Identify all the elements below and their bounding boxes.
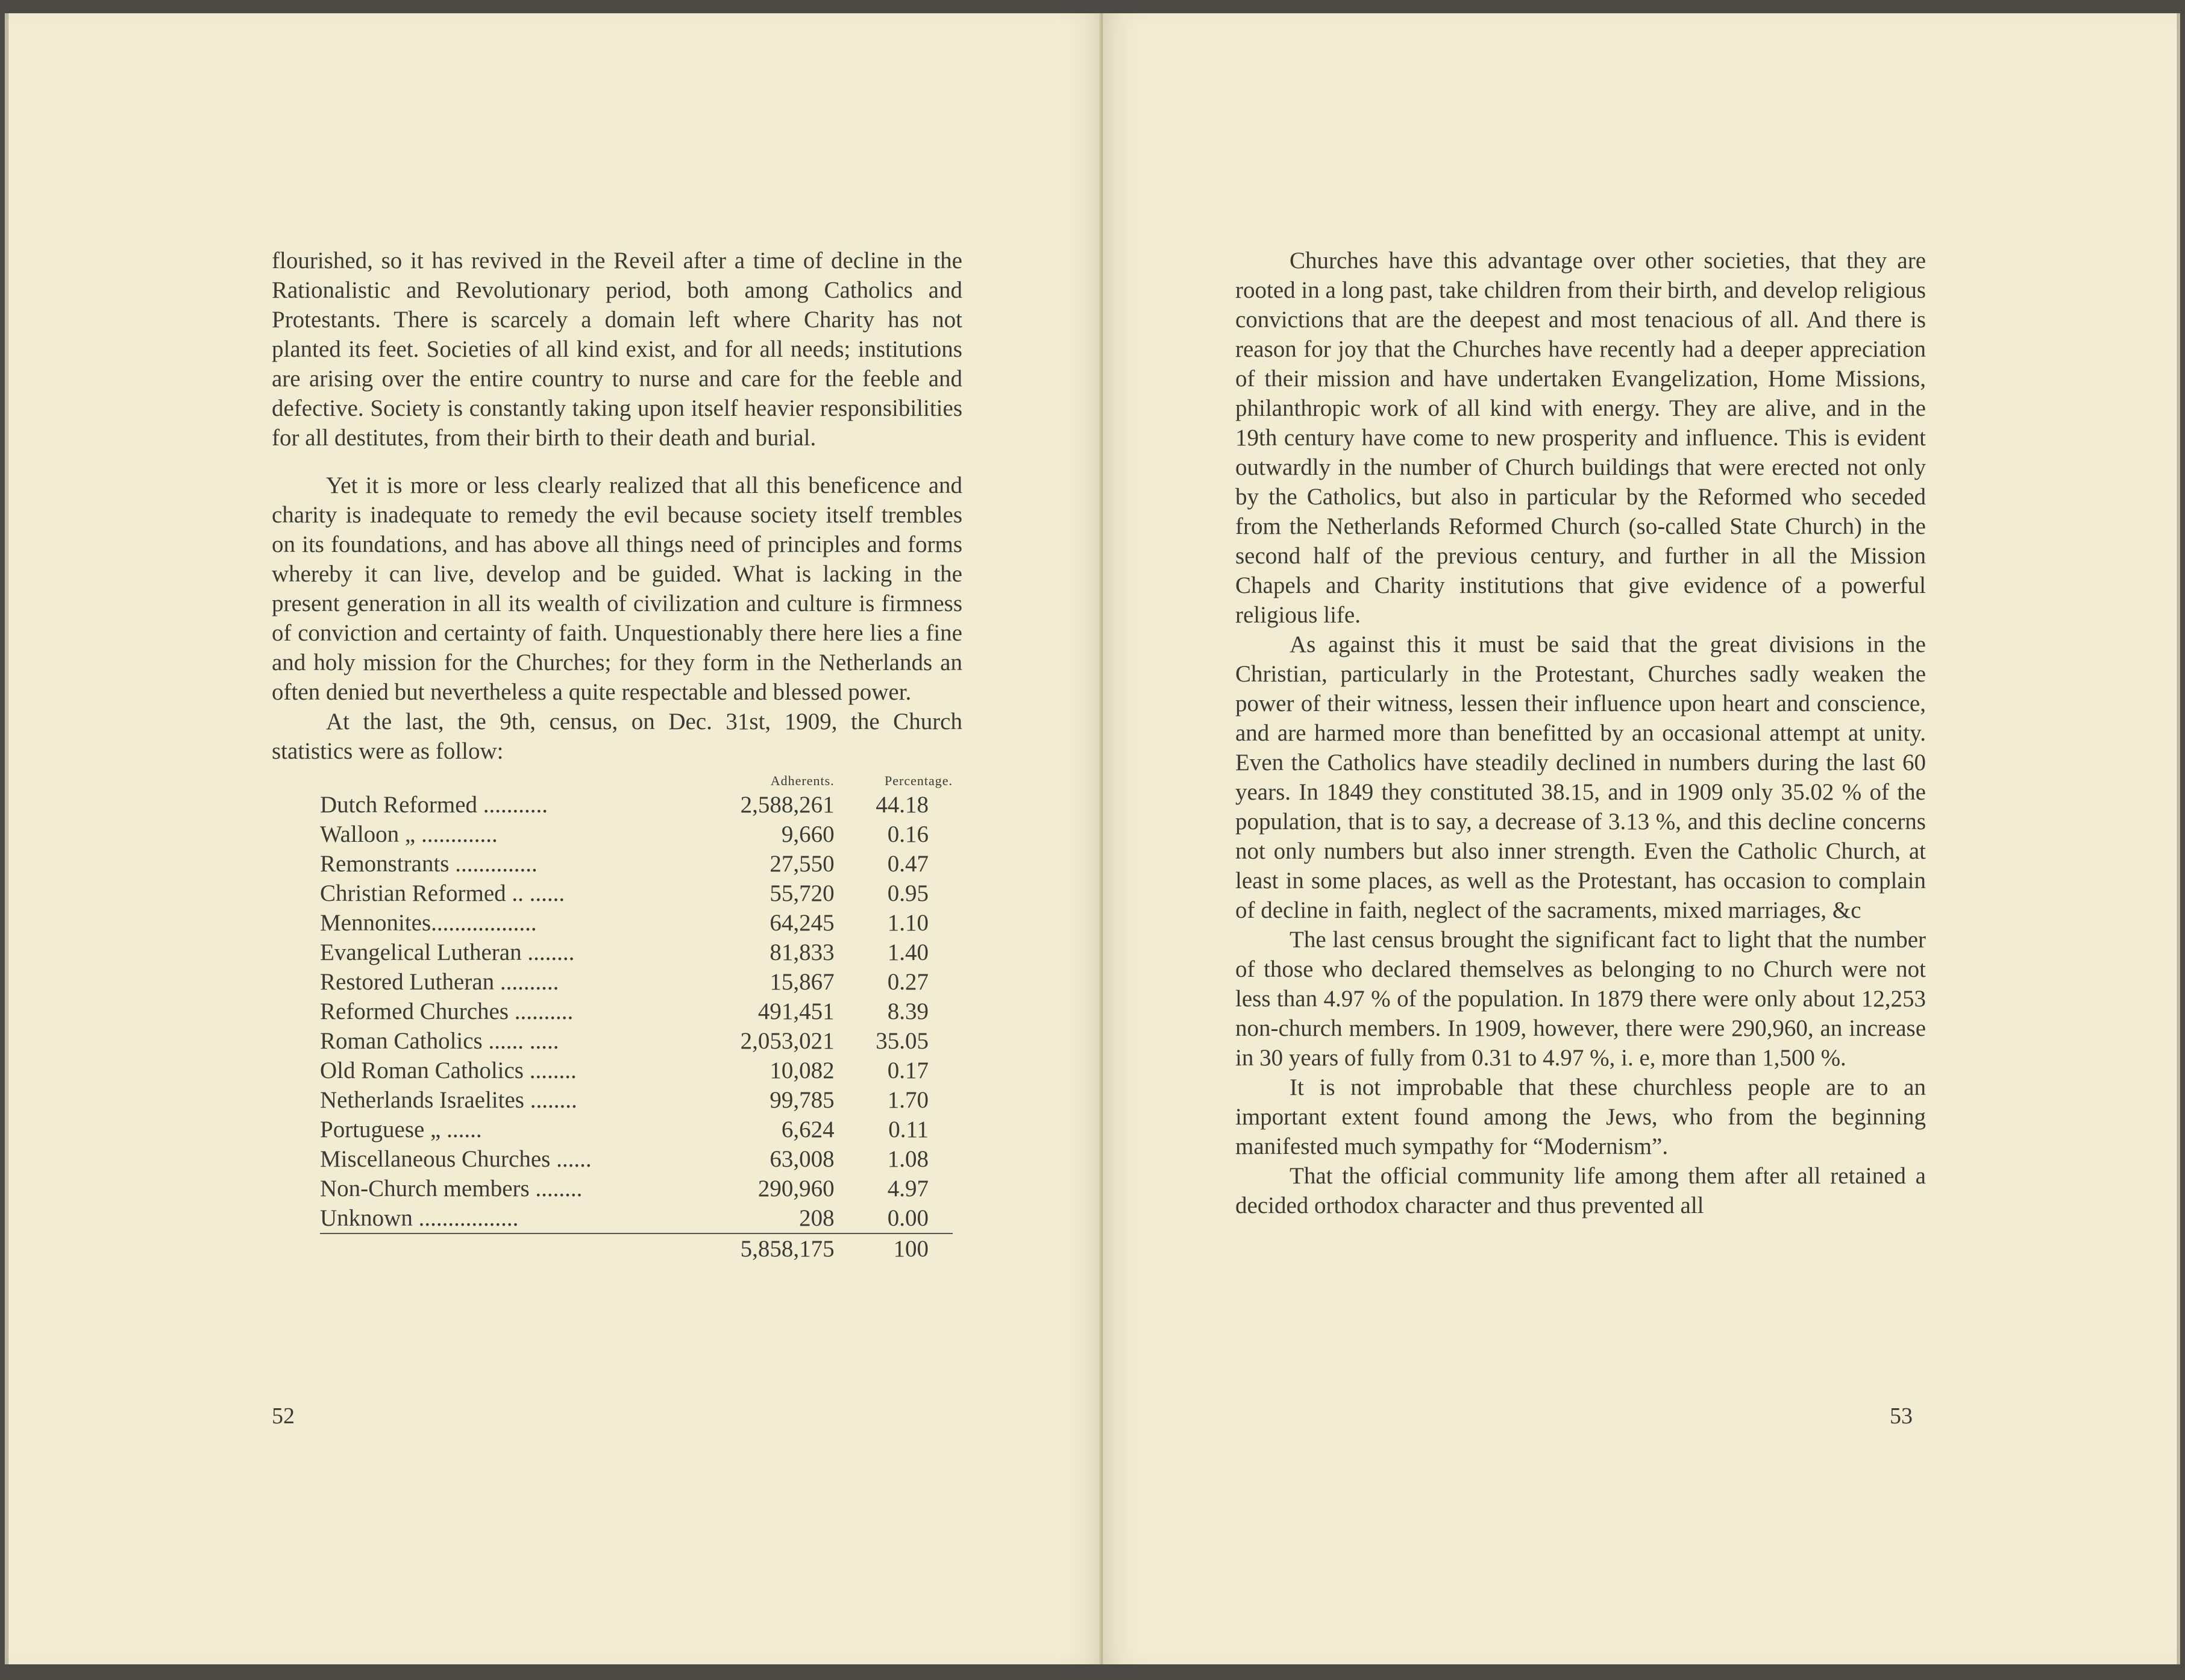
row-name: Restored Lutheran ..........	[320, 969, 559, 995]
row-percentage: 0.17	[887, 1058, 929, 1083]
left-paragraph-1: flourished, so it has revived in the Reveil after a time of decline in the Rationalistic and Revolutionary period, both among Catholics and Protestants. There is scarcely a domain left where Charity has not planted its feet. Societies of all kind exist, and for all needs; institutions are arising over the entire country to nurse and care for the feeble and defective. Society is constantly taking upon itself heavier responsibilities for all destitutes, from their birth to their death and burial.	[272, 248, 962, 451]
table-row	[320, 1203, 953, 1233]
row-percentage: 1.10	[887, 910, 929, 936]
table-row	[320, 790, 953, 820]
row-percentage: 44.18	[876, 792, 929, 818]
row-percentage: 0.11	[888, 1117, 929, 1142]
table-row	[320, 938, 953, 967]
table-row	[320, 908, 953, 938]
row-adherents: 99,785	[770, 1087, 835, 1113]
row-adherents: 10,082	[770, 1058, 835, 1083]
row-name: Mennonites..................	[320, 910, 537, 936]
table-row	[320, 1085, 953, 1115]
row-name: Dutch Reformed ...........	[320, 792, 548, 818]
row-name: Roman Catholics ...... .....	[320, 1028, 559, 1054]
row-name: Christian Reformed .. ......	[320, 880, 565, 906]
row-adherents: 2,053,021	[740, 1028, 835, 1054]
table-row	[320, 1115, 953, 1144]
table-row	[320, 820, 953, 849]
left-paragraph-2: Yet it is more or less clearly realized that all this beneficence and charity is inadequate to remedy the evil because society itself trembles on its foundations, and has above all things need of principles and forms whereby it can live, develop and be guided. What is lacking in the present generation in all its wealth of civilization and culture is firmness of conviction and certainty of faith. Unquestionably there here lies a fine and holy mission for the Churches; for they form in the Netherlands an often denied but nevertheless a quite respectable and blessed power.	[272, 472, 962, 705]
right-page-edge	[2177, 13, 2180, 1664]
row-adherents: 15,867	[770, 969, 835, 995]
row-name: Non-Church members ........	[320, 1176, 583, 1202]
row-percentage: 0.47	[887, 851, 929, 877]
right-paragraph-1: Churches have this advantage over other societies, that they are rooted in a long past, take children from their birth, and develop religious convictions that are the deepest and most tenacious of all. And there is reason for joy that the Churches have recently had a deeper appreciation of their mission and have undertaken Evangelization, Home Missions, philanthropic work of all kind with energy. They are alive, and in the 19th century have come to new prosperity and influence. This is evident outwardly in the number of Church buildings that were erected not only by the Catholics, but also in particular by the Reformed who seceded from the Netherlands Reformed Church (so-called State Church) in the second half of the previous century, and further in all the Mission Chapels and Charity institutions that give evidence of a powerful religious life.	[1235, 248, 1926, 628]
table-row	[320, 879, 953, 908]
table-total-row	[320, 1233, 953, 1264]
row-name: Miscellaneous Churches ......	[320, 1146, 592, 1172]
header-percentage: Percentage.	[885, 773, 953, 788]
table-row	[320, 997, 953, 1026]
left-text-column	[272, 246, 962, 1264]
total-adherents: 5,858,175	[702, 1233, 853, 1264]
row-name: Remonstrants ..............	[320, 851, 538, 877]
row-percentage: 35.05	[876, 1028, 929, 1054]
row-name: Portuguese „ ......	[320, 1117, 482, 1142]
row-percentage: 0.95	[887, 880, 929, 906]
row-name: Netherlands Israelites ........	[320, 1087, 577, 1113]
row-percentage: 0.00	[887, 1205, 929, 1231]
right-paragraph-3: The last census brought the significant fact to light that the number of those who declared themselves as belonging to no Church were not less than 4.97 % of the population. In 1879 there were only about 12,253 non-church members. In 1909, however, there were 290,960, an increase in 30 years of fully from 0.31 to 4.97 %, i. e, more than 1,500 %.	[1235, 927, 1926, 1071]
row-adherents: 64,245	[770, 910, 835, 936]
table-row	[320, 1174, 953, 1203]
row-percentage: 0.27	[887, 969, 929, 995]
row-percentage: 1.70	[887, 1087, 929, 1113]
church-statistics-table	[320, 772, 953, 1264]
left-page	[8, 13, 1103, 1664]
right-page	[1103, 13, 2177, 1664]
row-name: Walloon „ .............	[320, 821, 498, 847]
row-adherents: 63,008	[770, 1146, 835, 1172]
row-adherents: 81,833	[770, 939, 835, 965]
row-name: Unknown .................	[320, 1205, 519, 1231]
row-percentage: 4.97	[887, 1176, 929, 1202]
table-row	[320, 1026, 953, 1056]
row-percentage: 8.39	[887, 998, 929, 1024]
page-number-left: 52	[272, 1403, 295, 1429]
left-paragraph-3: At the last, the 9th, census, on Dec. 31st, 1909, the Church statistics were as follow:	[272, 709, 962, 764]
table-row	[320, 967, 953, 997]
page-number-right: 53	[1890, 1403, 1913, 1429]
table-row	[320, 849, 953, 879]
right-paragraph-2: As against this it must be said that the great divisions in the Christian, particularly in the Protestant, Churches sadly weaken the power of their witness, lessen their influence upon heart and conscience, and are harmed more than benefitted by an occasional attempt at unity. Even the Catholics have steadily declined in numbers during the last 60 years. In 1849 they constituted 38.15, and in 1909 only 35.02 % of the population, that is to say, a decrease of 3.13 %, and this decline concerns not only numbers but also inner strength. Even the Catholic Church, at least in some places, as well as the Protestant, has occasion to complain of decline in faith, neglect of the sacraments, mixed marriages, &c	[1235, 632, 1926, 923]
right-paragraph-4: It is not improbable that these churchless people are to an important extent found among the Jews, who from the beginning manifested much sympathy for “Modernism”.	[1235, 1074, 1926, 1159]
header-adherents: Adherents.	[770, 773, 835, 788]
row-adherents: 6,624	[781, 1117, 835, 1142]
row-percentage: 1.08	[887, 1146, 929, 1172]
row-adherents: 9,660	[781, 821, 835, 847]
row-name: Old Roman Catholics ........	[320, 1058, 577, 1083]
total-percentage: 100	[853, 1233, 953, 1264]
table-row	[320, 1144, 953, 1174]
row-percentage: 0.16	[887, 821, 929, 847]
row-percentage: 1.40	[887, 939, 929, 965]
row-adherents: 55,720	[770, 880, 835, 906]
row-name: Evangelical Lutheran ........	[320, 939, 575, 965]
right-paragraph-5: That the official community life among them after all retained a decided orthodox character and thus prevented all	[1235, 1163, 1926, 1218]
row-adherents: 491,451	[757, 998, 835, 1024]
row-adherents: 27,550	[770, 851, 835, 877]
row-name: Reformed Churches ..........	[320, 998, 574, 1024]
row-adherents: 208	[799, 1205, 835, 1231]
table-row	[320, 1056, 953, 1085]
right-text-column	[1235, 246, 1926, 1220]
row-adherents: 290,960	[757, 1176, 835, 1202]
row-adherents: 2,588,261	[740, 792, 835, 818]
